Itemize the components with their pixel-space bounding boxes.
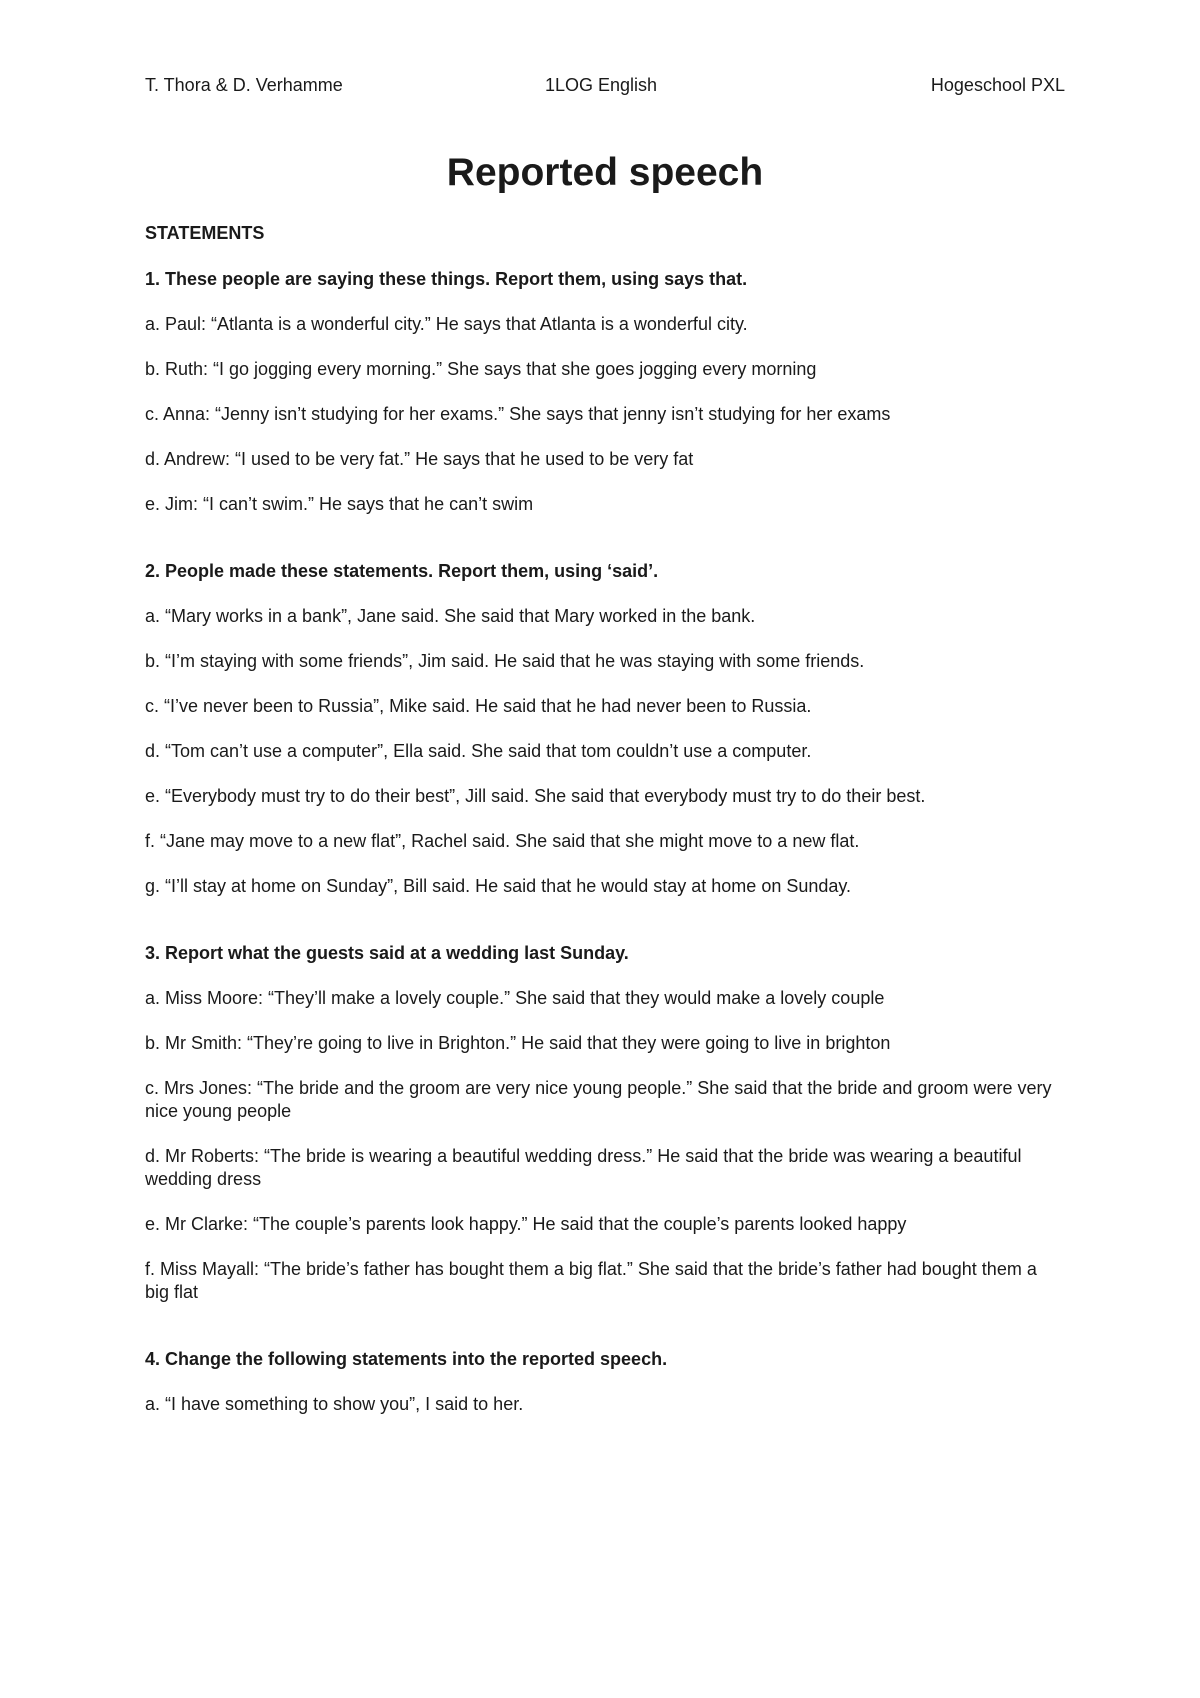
exercise-item: c. “I’ve never been to Russia”, Mike said. He said that he had never been to Russia. [145, 696, 812, 716]
header-authors: T. Thora & D. Verhamme [145, 75, 343, 95]
exercise-item: a. Miss Moore: “They’ll make a lovely couple.” She said that they would make a lovely couple [145, 988, 885, 1008]
running-header [145, 75, 1065, 101]
exercise-heading: 4. Change the following statements into the reported speech. [145, 1349, 668, 1369]
header-course: 1LOG English [545, 75, 658, 95]
exercise-1 [145, 268, 1065, 516]
exercise-item: d. Mr Roberts: “The bride is wearing a beautiful wedding dress.” He said that the bride was wearing a beautiful wedding dress [145, 1146, 1022, 1189]
exercise-item: g. “I’ll stay at home on Sunday”, Bill said. He said that he would stay at home on Sunday. [145, 876, 852, 896]
section-label: STATEMENTS [145, 223, 265, 243]
exercise-item: e. Jim: “I can’t swim.” He says that he can’t swim [145, 494, 534, 514]
exercise-item: c. Anna: “Jenny isn’t studying for her exams.” She says that jenny isn’t studying for her exams [145, 404, 891, 424]
exercise-item: e. Mr Clarke: “The couple’s parents look happy.” He said that the couple’s parents looked happy [145, 1214, 907, 1234]
exercise-item: f. “Jane may move to a new flat”, Rachel said. She said that she might move to a new flat. [145, 831, 860, 851]
exercise-item: c. Mrs Jones: “The bride and the groom are very nice young people.” She said that the bride and groom were very nice young people [145, 1078, 1052, 1121]
exercise-item: d. Andrew: “I used to be very fat.” He says that he used to be very fat [145, 449, 694, 469]
exercise-heading: 3. Report what the guests said at a wedding last Sunday. [145, 943, 629, 963]
exercise-item: d. “Tom can’t use a computer”, Ella said. She said that tom couldn’t use a computer. [145, 741, 812, 761]
document-body [145, 222, 1065, 1416]
exercise-3 [145, 942, 1065, 1304]
exercise-item: a. Paul: “Atlanta is a wonderful city.” He says that Atlanta is a wonderful city. [145, 314, 748, 334]
exercise-item: b. Mr Smith: “They’re going to live in Brighton.” He said that they were going to live in brighton [145, 1033, 891, 1053]
exercise-heading: 1. These people are saying these things. Report them, using says that. [145, 269, 748, 289]
exercise-item: f. Miss Mayall: “The bride’s father has bought them a big flat.” She said that the bride’s father had bought them a big flat [145, 1259, 1037, 1302]
document-title: Reported speech [446, 151, 764, 194]
exercise-item: a. “I have something to show you”, I said to her. [145, 1394, 524, 1414]
exercise-item: b. Ruth: “I go jogging every morning.” She says that she goes jogging every morning [145, 359, 817, 379]
header-school: Hogeschool PXL [930, 75, 1065, 95]
exercise-4 [145, 1348, 1065, 1416]
exercise-item: a. “Mary works in a bank”, Jane said. She said that Mary worked in the bank. [145, 606, 756, 626]
exercise-item: e. “Everybody must try to do their best”, Jill said. She said that everybody must try to do their best. [145, 786, 926, 806]
exercise-2 [145, 560, 1065, 898]
exercise-heading: 2. People made these statements. Report them, using ‘said’. [145, 561, 659, 581]
exercise-item: b. “I’m staying with some friends”, Jim said. He said that he was staying with some friends. [145, 651, 865, 671]
